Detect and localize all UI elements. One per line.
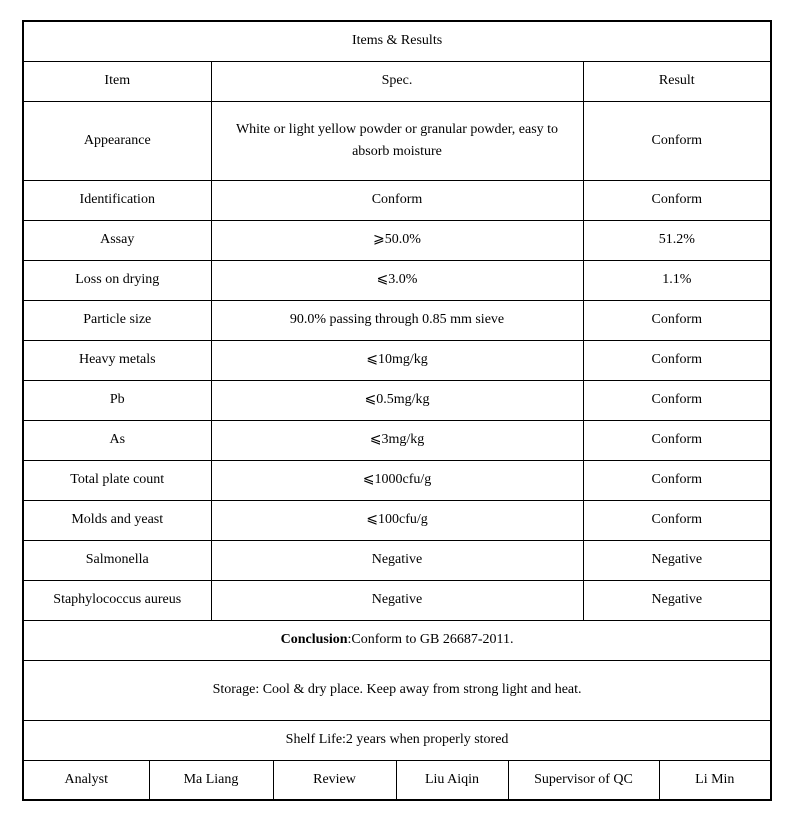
column-header-result: Result [583,61,771,101]
review-label-cell: Review [273,760,396,800]
table-row [23,101,771,180]
result-cell: Conform [583,500,771,540]
analyst-name-cell: Ma Liang [149,760,273,800]
table-row [23,420,771,460]
item-cell: Assay [23,220,211,260]
item-cell: As [23,420,211,460]
shelf-life-row [23,720,771,760]
spec-cell: 90.0% passing through 0.85 mm sieve [211,300,583,340]
spec-cell: ⩽100cfu/g [211,500,583,540]
result-cell: Conform [583,460,771,500]
conclusion-row [23,620,771,660]
table-row [23,340,771,380]
storage-row [23,660,771,720]
item-cell: Appearance [23,101,211,180]
supervisor-name-cell: Li Min [659,760,771,800]
header-row [23,61,771,101]
spec-cell: ⩽3.0% [211,260,583,300]
table-row [23,580,771,620]
signoff-row [23,760,771,800]
result-cell: Negative [583,580,771,620]
item-cell: Salmonella [23,540,211,580]
title-row [23,21,771,61]
table-title: Items & Results [23,21,771,61]
result-cell: Negative [583,540,771,580]
item-cell: Staphylococcus aureus [23,580,211,620]
result-cell: Conform [583,300,771,340]
spec-cell: ⩽0.5mg/kg [211,380,583,420]
table-row [23,260,771,300]
spec-cell: ⩽1000cfu/g [211,460,583,500]
table-row [23,540,771,580]
table-row [23,220,771,260]
item-cell: Particle size [23,300,211,340]
analyst-label-cell: Analyst [23,760,149,800]
result-cell: Conform [583,380,771,420]
spec-cell: Conform [211,180,583,220]
spec-cell: White or light yellow powder or granular powder, easy to absorb moisture [211,101,583,180]
item-cell: Pb [23,380,211,420]
conclusion-cell [23,620,771,660]
table-row [23,180,771,220]
item-cell: Total plate count [23,460,211,500]
item-cell: Identification [23,180,211,220]
spec-cell: ⩽10mg/kg [211,340,583,380]
table-row [23,380,771,420]
result-cell: Conform [583,180,771,220]
item-cell: Heavy metals [23,340,211,380]
result-cell: Conform [583,420,771,460]
items-results-table [22,20,772,801]
table-row [23,300,771,340]
column-header-spec: Spec. [211,61,583,101]
item-cell: Molds and yeast [23,500,211,540]
spec-cell: ⩽3mg/kg [211,420,583,460]
result-cell: Conform [583,101,771,180]
item-cell: Loss on drying [23,260,211,300]
conclusion-text: :Conform to GB 26687-2011. [347,632,514,648]
column-header-item: Item [23,61,211,101]
result-cell: 1.1% [583,260,771,300]
result-cell: Conform [583,340,771,380]
table-row [23,460,771,500]
spec-cell: Negative [211,540,583,580]
review-name-cell: Liu Aiqin [396,760,508,800]
table-row [23,500,771,540]
storage-cell: Storage: Cool & dry place. Keep away from strong light and heat. [23,660,771,720]
spec-cell: Negative [211,580,583,620]
conclusion-label: Conclusion [280,632,348,648]
spec-cell: ⩾50.0% [211,220,583,260]
shelf-life-cell: Shelf Life:2 years when properly stored [23,720,771,760]
result-cell: 51.2% [583,220,771,260]
supervisor-label-cell: Supervisor of QC [508,760,659,800]
